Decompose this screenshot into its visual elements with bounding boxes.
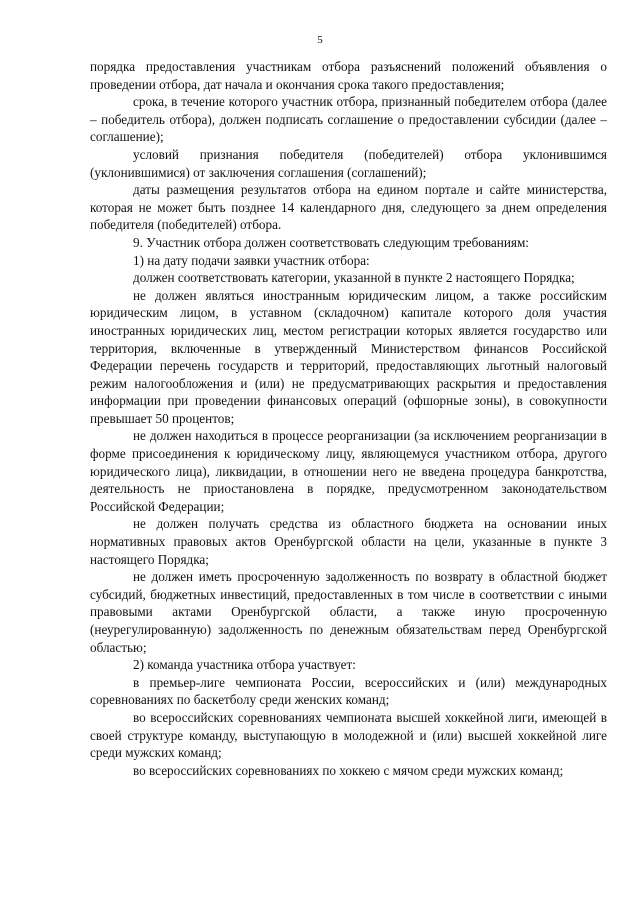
paragraph: 9. Участник отбора должен соответствовать следующим требованиям: <box>133 234 529 250</box>
document-body <box>90 58 607 779</box>
paragraph: 2) команда участника отбора участвует: <box>133 657 356 673</box>
paragraph: должен соответствовать категории, указанной в пункте 2 настоящего Порядка; <box>133 270 575 286</box>
paragraph: даты размещения результатов отбора на едином портале и сайте министерства, которая не может быть позднее 14 календарного дня, следующего за днем определения победителя (победителей) отбора. <box>90 182 607 233</box>
paragraph: срока, в течение которого участник отбора, признанный победителем отбора (далее – победитель отбора), должен подписать соглашение о предоставлении субсидии (далее – соглашение); <box>90 94 607 145</box>
paragraph: не должен находиться в процессе реорганизации (за исключением реорганизации в форме присоединения к юридическому лицу, являющемуся участником отбора, другого юридического лица), ликвидации, в отношении него не введена процедура банкротства, деятельность не приостановлена в порядке, предусмотренном законодательством Российской Федерации; <box>90 428 607 514</box>
paragraph: во всероссийских соревнованиях по хоккею с мячом среди мужских команд; <box>133 762 564 778</box>
paragraph: не должен являться иностранным юридическим лицом, а также российским юридическим лицом, в уставном (складочном) капитале которого доля участия иностранных юридических лиц, местом регистрации которых является государство или территория, включенные в утвержденный Министерством финансов Российской Федерации перечень государств и территорий, предоставляющих льготный налоговый режим налогообложения и (или) не предусматривающих раскрытия и предоставления информации при проведении финансовых операций (офшорные зоны), в совокупности превышает 50 процентов; <box>90 287 607 426</box>
paragraph: во всероссийских соревнованиях чемпионата высшей хоккейной лиги, имеющей в своей структуре команду, выступающую в молодежной и (или) высшей хоккейной лиге среди мужских команд; <box>90 709 607 761</box>
paragraph: порядка предоставления участникам отбора разъяснений положений объявления о проведении отбора, дат начала и окончания срока такого предоставления; <box>90 59 607 92</box>
paragraph: 1) на дату подачи заявки участник отбора: <box>133 252 370 268</box>
paragraph: условий признания победителя (победителей) отбора уклонившимся (уклонившимися) от заключения соглашения (соглашений); <box>90 146 607 180</box>
paragraph: в премьер-лиге чемпионата России, всероссийских и (или) международных соревнованиях по баскетболу среди женских команд; <box>90 674 607 708</box>
paragraph: не должен иметь просроченную задолженность по возврату в областной бюджет субсидий, бюджетных инвестиций, предоставленных в том числе в соответствии с иными правовыми актами Оренбургской области, а также иную просроченную (неурегулированную) задолженность по денежным обязательствам перед Оренбургской областью; <box>90 569 607 655</box>
page-number: 5 <box>317 34 323 46</box>
paragraph: не должен получать средства из областного бюджета на основании иных нормативных правовых актов Оренбургской области на цели, указанные в пункте 3 настоящего Порядка; <box>90 516 607 567</box>
